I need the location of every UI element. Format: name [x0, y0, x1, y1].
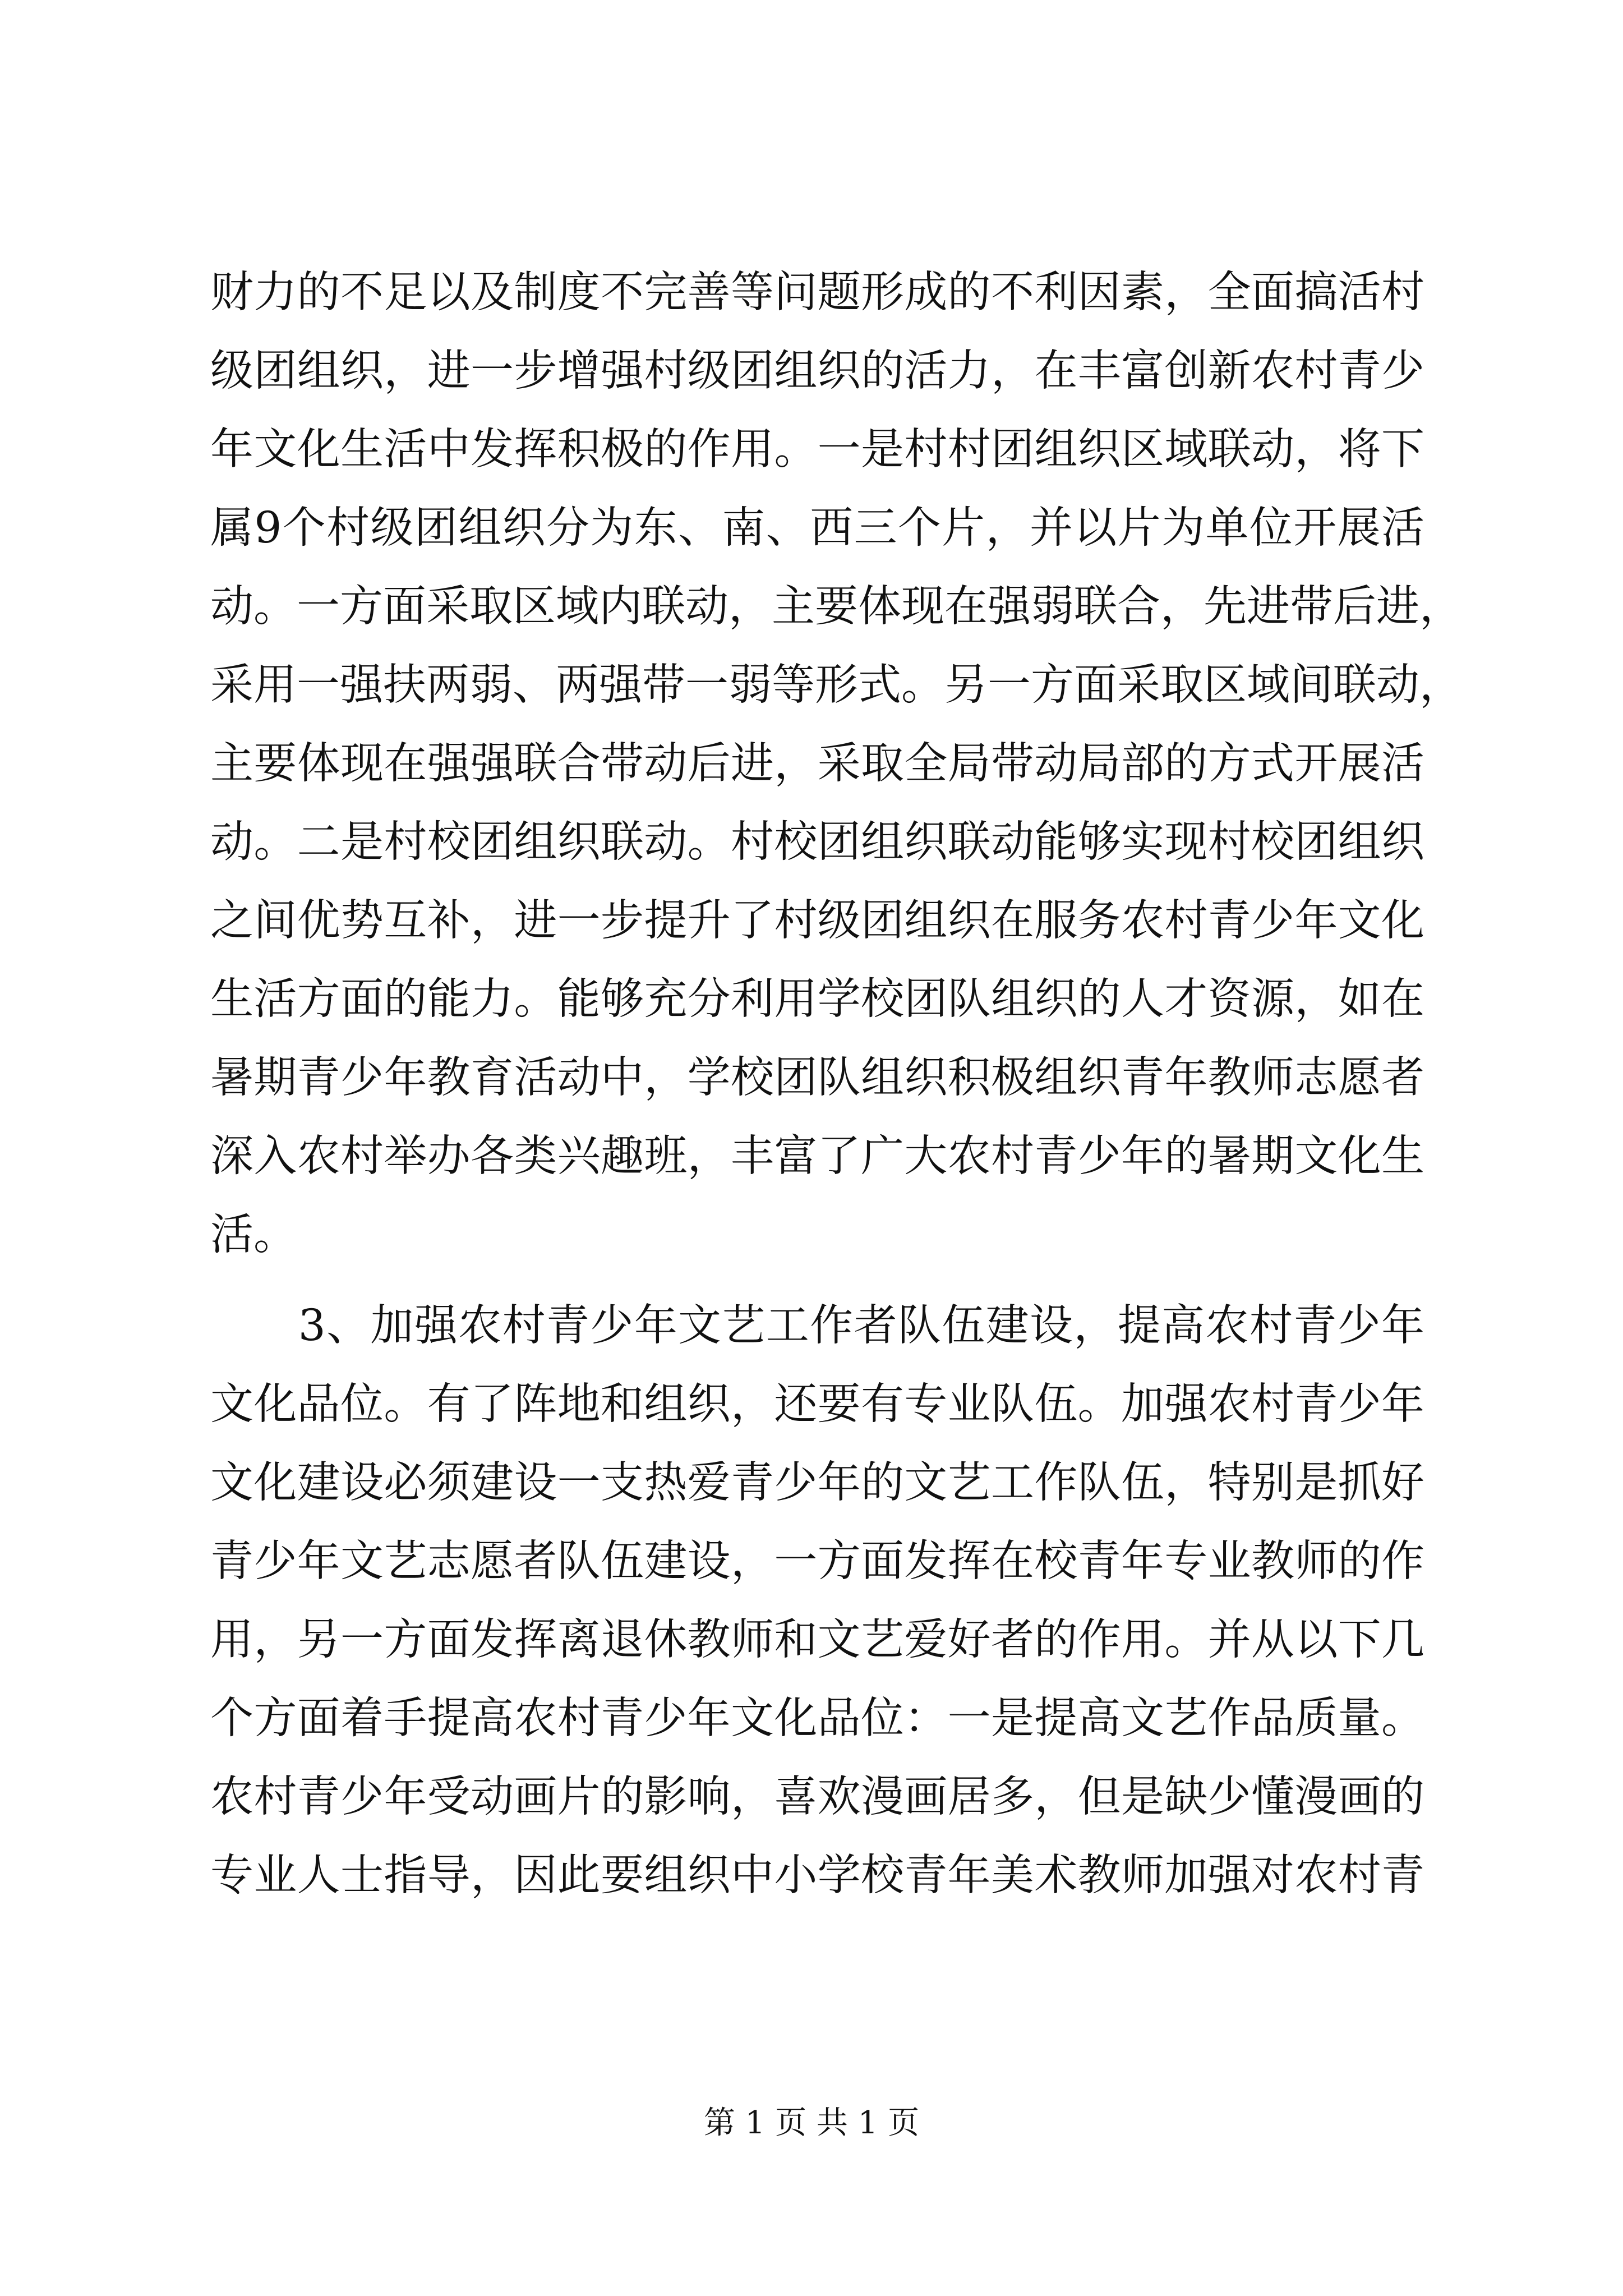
text-line: 属9个村级团组织分为东、南、西三个片，并以片为单位开展活 — [210, 503, 1424, 553]
text-line: 农村青少年受动画片的影响，喜欢漫画居多，但是缺少懂漫画的 — [210, 1772, 1424, 1822]
paragraph-1 — [210, 254, 1463, 1274]
paragraph-2 — [210, 1287, 1424, 1915]
text-line: 年文化生活中发挥积极的作用。一是村村团组织区域联动，将下 — [210, 425, 1424, 475]
body-text — [210, 254, 1463, 1915]
text-line: 个方面着手提高农村青少年文化品位：一是提高文艺作品质量。 — [210, 1694, 1424, 1743]
text-line: 级团组织，进一步增强村级团组织的活力，在丰富创新农村青少 — [210, 346, 1424, 396]
text-line: 活。 — [210, 1210, 297, 1260]
text-line: 财力的不足以及制度不完善等问题形成的不利因素，全面搞活村 — [210, 268, 1424, 318]
paragraph-gap — [210, 1274, 1424, 1287]
text-line: 青少年文艺志愿者队伍建设，一方面发挥在校青年专业教师的作 — [210, 1536, 1424, 1586]
text-line: 用，另一方面发挥离退休教师和文艺爱好者的作用。并从以下几 — [210, 1615, 1424, 1665]
page-number: 第 1 页 共 1 页 — [703, 2105, 920, 2141]
text-line: 动。二是村校团组织联动。村校团组织联动能够实现村校团组织 — [210, 817, 1424, 867]
text-line: 动。一方面采取区域内联动，主要体现在强弱联合，先进带后进， — [210, 582, 1463, 632]
text-line: 主要体现在强强联合带动后进，采取全局带动局部的方式开展活 — [210, 739, 1424, 789]
text-line: 采用一强扶两弱、两强带一弱等形式。另一方面采取区域间联动， — [210, 660, 1463, 710]
text-line: 文化建设必须建设一支热爱青少年的文艺工作队伍，特别是抓好 — [210, 1458, 1424, 1508]
text-line: 专业人士指导，因此要组织中小学校青年美术教师加强对农村青 — [210, 1851, 1424, 1901]
text-line: 之间优势互补，进一步提升了村级团组织在服务农村青少年文化 — [210, 896, 1424, 946]
text-line: 文化品位。有了阵地和组织，还要有专业队伍。加强农村青少年 — [210, 1379, 1424, 1429]
text-line: 深入农村举办各类兴趣班，丰富了广大农村青少年的暑期文化生 — [210, 1131, 1424, 1181]
text-line: 生活方面的能力。能够充分利用学校团队组织的人才资源，如在 — [210, 974, 1424, 1024]
text-line: 暑期青少年教育活动中，学校团队组织积极组织青年教师志愿者 — [210, 1053, 1424, 1103]
page-footer — [0, 2104, 1623, 2143]
text-line: 3、加强农村青少年文艺工作者队伍建设，提高农村青少年 — [210, 1301, 1424, 1351]
